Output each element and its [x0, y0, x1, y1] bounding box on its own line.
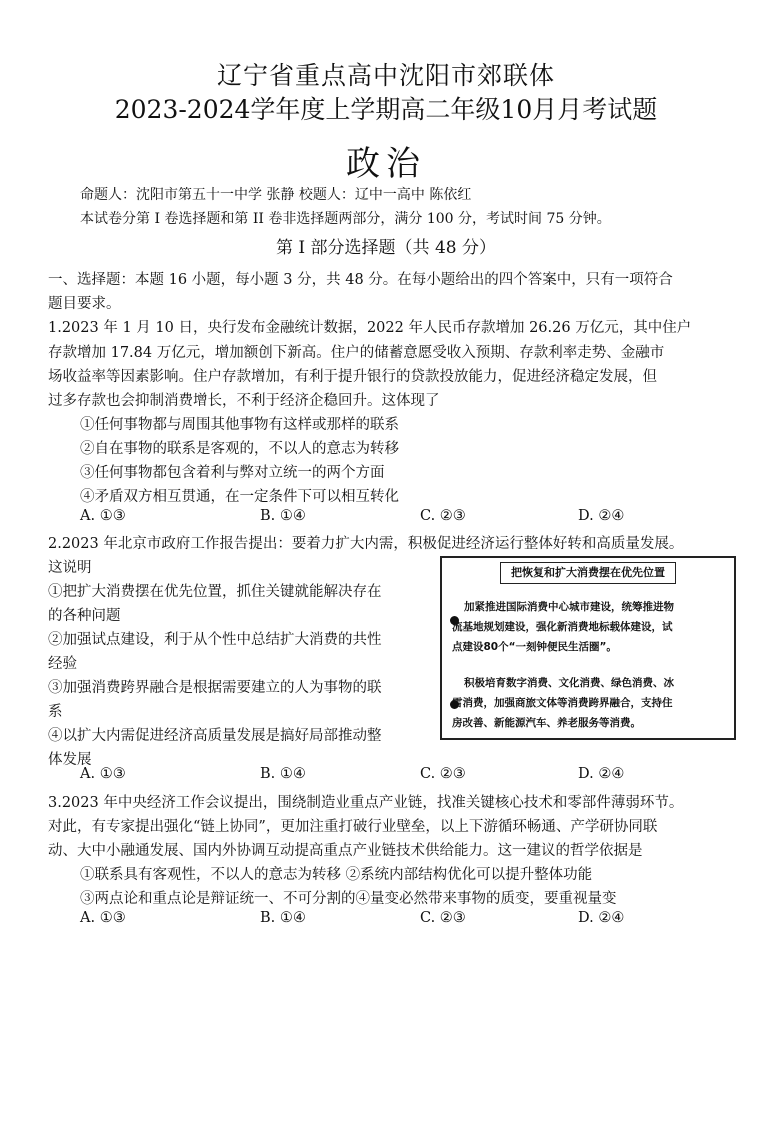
exam-instructions: 本试卷分第 I 卷选择题和第 II 卷非选择题两部分，满分 100 分，考试时间 75 分钟。 — [80, 211, 611, 227]
exam-subject: 政治 — [346, 144, 426, 184]
q3-option-b: B. ①④ — [260, 910, 306, 926]
exam-header-school: 辽宁省重点高中沈阳市郊联体 — [216, 61, 555, 90]
q1-stem-line: 存款增加 17.84 万亿元，增加额创下新高。住户的储蓄意愿受收入预期、存款利率走势、金融市 — [48, 345, 665, 361]
q2-figure-text: 房改善、新能源汽车、养老服务等消费。 — [452, 717, 641, 729]
q1-statement: ③任何事物都包含着利与弊对立统一的两个方面 — [80, 465, 385, 481]
q3-option-c: C. ②③ — [420, 910, 466, 926]
q2-figure — [440, 556, 736, 740]
q2-figure-text: 加紧推进国际消费中心城市建设，统筹推进物 — [464, 601, 674, 613]
q3-stem-line: 动、大中小融通发展、国内外协调互动提高重点产业链技术供给能力。这一建议的哲学依据是 — [48, 843, 643, 859]
q3-statement: ①联系具有客观性，不以人的意志为转移 ②系统内部结构优化可以提升整体功能 — [80, 867, 593, 883]
section-intro-line: 一、选择题：本题 16 小题，每小题 3 分，共 48 分。在每小题给出的四个答案中，只有一项符合 — [48, 272, 673, 288]
q2-statement: ③加强消费跨界融合是根据需要建立的人为事物的联 — [48, 680, 382, 696]
q2-figure-text: 积极培育数字消费、文化消费、绿色消费、冰 — [464, 677, 674, 689]
q1-statement: ④矛盾双方相互贯通，在一定条件下可以相互转化 — [80, 489, 399, 505]
q2-statement: 体发展 — [48, 752, 92, 768]
q2-statement: 经验 — [48, 656, 77, 672]
q3-statement: ③两点论和重点论是辩证统一、不可分割的④量变必然带来事物的质变，要重视量变 — [80, 891, 617, 907]
q2-figure-text: 雪消费，加强商旅文体等消费跨界融合，支持住 — [452, 697, 673, 709]
q2-option-d: D. ②④ — [578, 766, 625, 782]
q2-statement: ②加强试点建设，利于从个性中总结扩大消费的共性 — [48, 632, 382, 648]
q3-stem-line: 3.2023 年中央经济工作会议提出，围绕制造业重点产业链，找准关键核心技术和零部件薄弱环节。 — [48, 795, 684, 811]
q2-figure-title: 把恢复和扩大消费摆在优先位置 — [500, 562, 676, 584]
exam-header-title: 2023-2024学年度上学期高二年级10月月考试题 — [114, 95, 658, 124]
q1-stem-line: 过多存款也会抑制消费增长，不利于经济企稳回升。这体现了 — [48, 393, 440, 409]
q2-stem-line: 2.2023 年北京市政府工作报告提出：要着力扩大内需，积极促进经济运行整体好转和高质量发展。 — [48, 536, 684, 552]
q1-statement: ①任何事物都与周围其他事物有这样或那样的联系 — [80, 417, 399, 433]
q1-stem-line: 1.2023 年 1 月 10 日，央行发布金融统计数据，2022 年人民币存款增加 26.26 万亿元，其中住户 — [48, 320, 692, 336]
q1-option-a: A. ①③ — [80, 508, 126, 524]
q2-option-a: A. ①③ — [80, 766, 126, 782]
q1-option-c: C. ②③ — [420, 508, 466, 524]
q3-option-d: D. ②④ — [578, 910, 625, 926]
q2-option-b: B. ①④ — [260, 766, 306, 782]
q1-option-b: B. ①④ — [260, 508, 306, 524]
q2-figure-text: 点建设80个“一刻钟便民生活圈”。 — [452, 641, 617, 653]
q2-statement: ①把扩大消费摆在优先位置，抓住关键就能解决存在 — [48, 584, 382, 600]
q3-stem-line: 对此，有专家提出强化“链上协同”，更加注重打破行业壁垒，以上下游循环畅通、产学研协同联 — [48, 819, 658, 835]
q3-option-a: A. ①③ — [80, 910, 126, 926]
q2-statement: ④以扩大内需促进经济高质量发展是搞好局部推动整 — [48, 728, 382, 744]
q1-stem-line: 场收益率等因素影响。住户存款增加，有利于提升银行的贷款投放能力，促进经济稳定发展，但 — [48, 369, 657, 385]
q2-option-c: C. ②③ — [420, 766, 466, 782]
q2-figure-text: 流基地规划建设，强化新消费地标载体建设，试 — [452, 621, 673, 633]
exam-authors: 命题人：沈阳市第五十一中学 张静 校题人：辽中一高中 陈依红 — [80, 187, 472, 203]
part1-title: 第 I 部分选择题（共 48 分） — [276, 238, 496, 258]
q1-option-d: D. ②④ — [578, 508, 625, 524]
q2-statement: 系 — [48, 704, 63, 720]
section-intro-line: 题目要求。 — [48, 296, 121, 312]
q2-statement: 的各种问题 — [48, 608, 121, 624]
q2-stem-line: 这说明 — [48, 560, 92, 576]
q1-statement: ②自在事物的联系是客观的，不以人的意志为转移 — [80, 441, 399, 457]
